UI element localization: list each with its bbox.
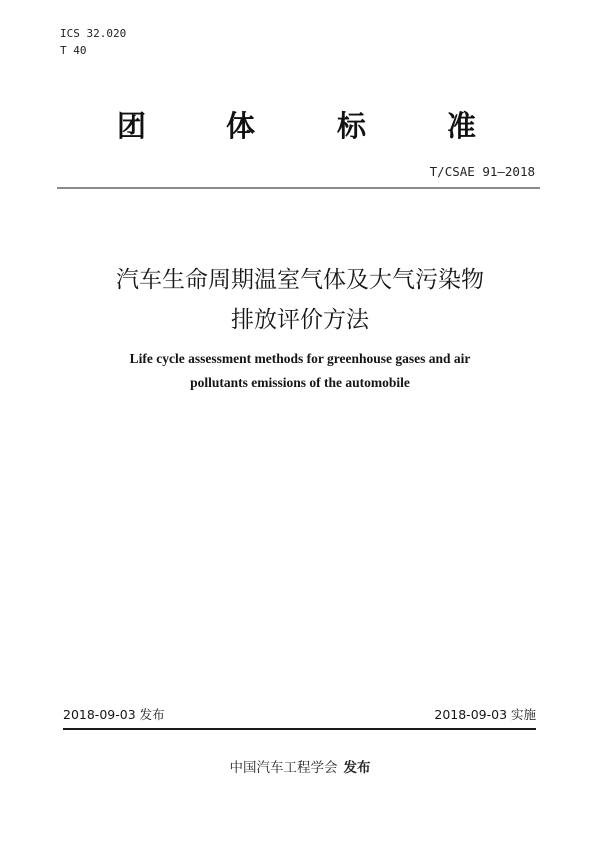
publish-date: 2018-09-03 发布 xyxy=(63,707,165,722)
publisher-action: 发布 xyxy=(343,760,371,776)
title-chinese xyxy=(0,260,600,340)
title-english xyxy=(0,347,600,395)
ics-code: ICS 32.020 xyxy=(60,27,127,40)
implementation-date: 2018-09-03 实施 xyxy=(434,707,536,722)
standard-type-heading xyxy=(0,108,600,148)
publisher-name: 中国汽车工程学会 xyxy=(229,760,338,776)
title-cn-line-1: 汽车生命周期温室气体及大气污染物 xyxy=(116,267,484,293)
bottom-divider xyxy=(63,728,536,730)
standard-type-char: 体 xyxy=(226,109,256,143)
title-en-line-1: Life cycle assessment methods for greenhouse gases and air xyxy=(129,351,471,366)
standard-number: T/CSAE 91—2018 xyxy=(429,164,535,179)
publisher xyxy=(0,759,600,777)
standard-type-char: 团 xyxy=(117,109,147,143)
top-divider xyxy=(57,187,540,189)
standard-type-char: 标 xyxy=(337,109,367,143)
classification-code: T 40 xyxy=(60,44,87,57)
title-en-line-2: pollutants emissions of the automobile xyxy=(190,375,410,390)
title-cn-line-2: 排放评价方法 xyxy=(231,307,369,333)
standard-type-char: 准 xyxy=(447,109,477,143)
